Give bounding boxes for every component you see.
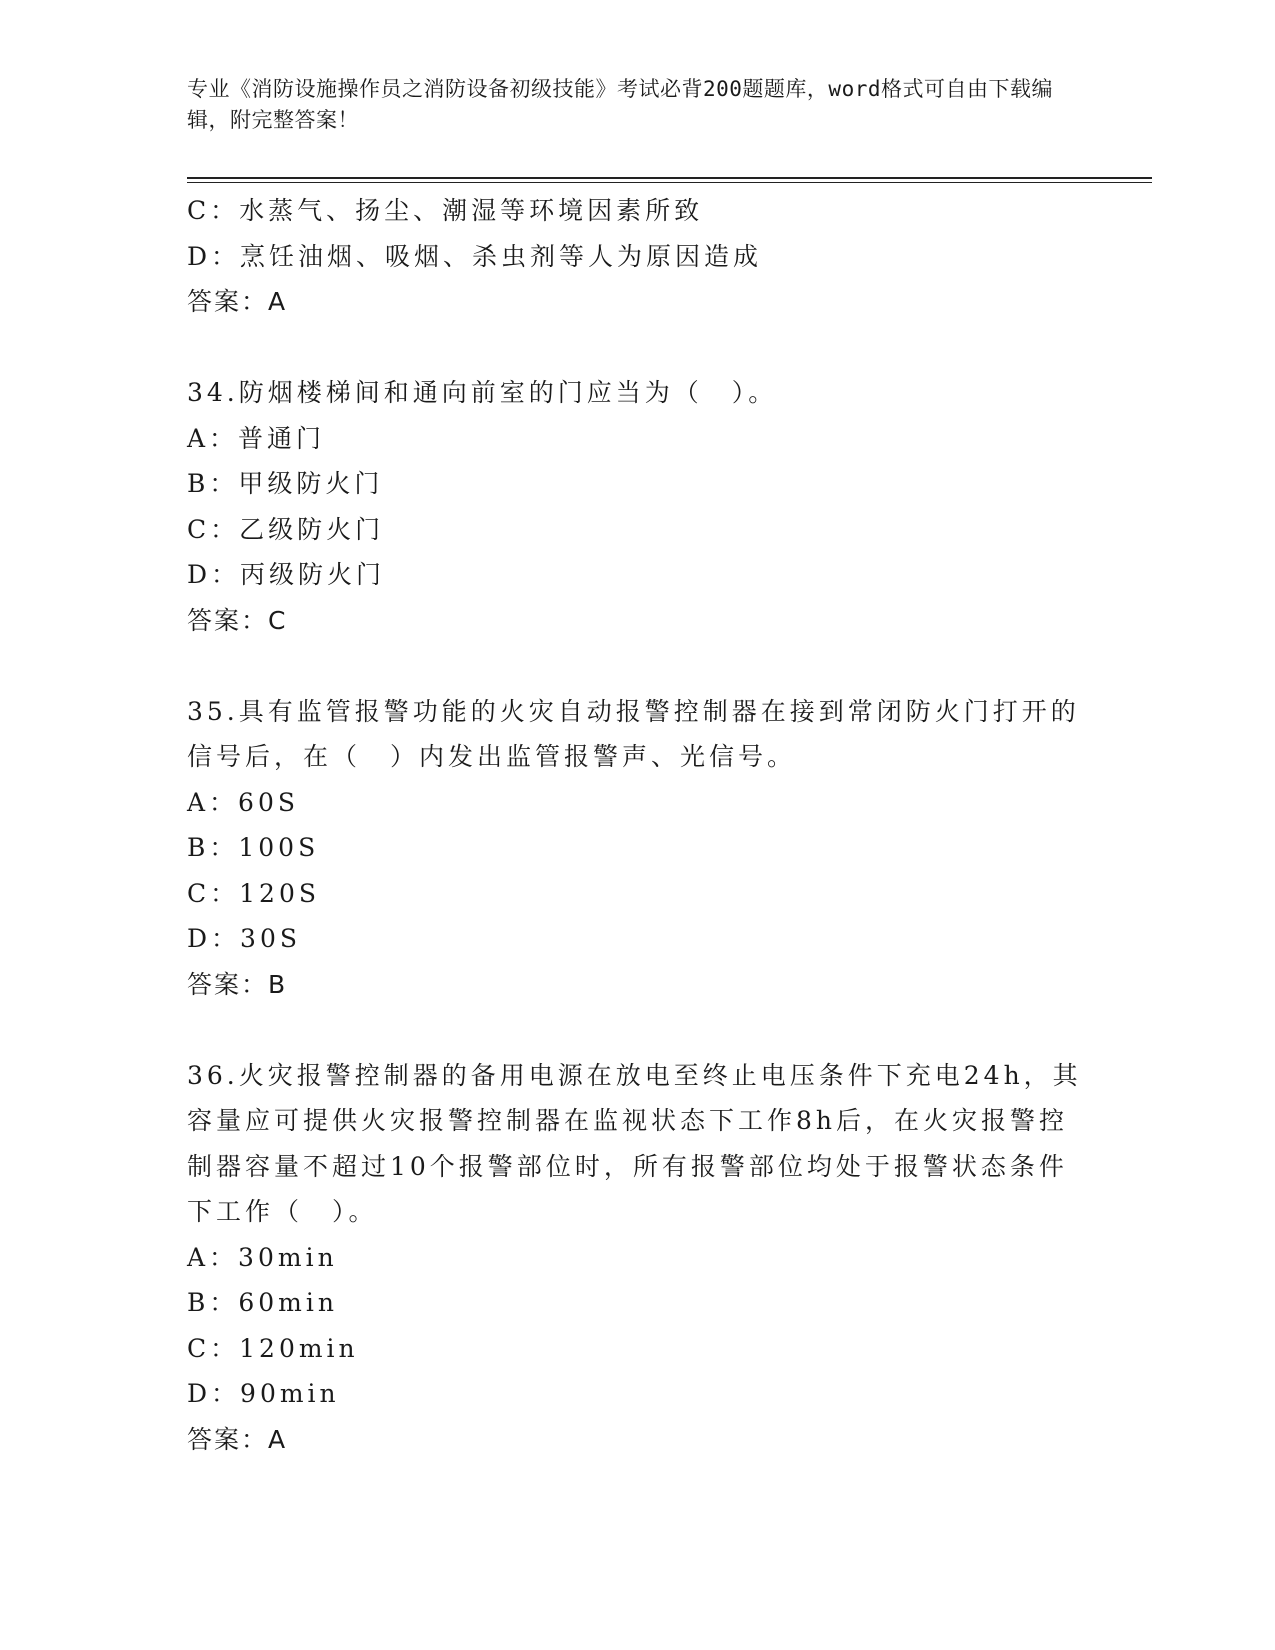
document-body	[187, 188, 1087, 1462]
spacer	[187, 643, 1087, 689]
option-c: C：120S	[187, 878, 320, 908]
answer: 答案：A	[187, 287, 288, 316]
spacer	[187, 325, 1087, 371]
question-33-continued	[187, 188, 1087, 325]
header-rule-thick	[187, 177, 1152, 179]
option-d: D：30S	[187, 924, 301, 953]
option-d: D：烹饪油烟、吸烟、杀虫剂等人为原因造成	[187, 241, 763, 271]
option-c: C：乙级防火门	[187, 514, 385, 544]
option-b: B：甲级防火门	[187, 469, 384, 498]
question-text: 35.具有监管报警功能的火灾自动报警控制器在接到常闭防火门打开的信号后，在（ ）内发出监管报警声、光信号。	[187, 696, 1080, 771]
option-a: A：60S	[187, 787, 299, 817]
answer: 答案：B	[187, 969, 288, 999]
answer: 答案：C	[187, 605, 288, 635]
option-d: D：丙级防火门	[187, 560, 386, 589]
option-a: A：普通门	[187, 423, 326, 453]
option-d: D：90min	[187, 1379, 340, 1408]
option-b: B：100S	[187, 833, 320, 862]
question-35	[187, 689, 1087, 1008]
option-c: C：水蒸气、扬尘、潮湿等环境因素所致	[187, 196, 704, 225]
question-text: 34.防烟楼梯间和通向前室的门应当为（ ）。	[187, 378, 778, 407]
question-34	[187, 370, 1087, 643]
header-rule-thin	[187, 182, 1152, 183]
option-c: C：120min	[187, 1333, 359, 1363]
question-36	[187, 1053, 1087, 1463]
question-text: 36.火灾报警控制器的备用电源在放电至终止电压条件下充电24h，其容量应可提供火灾报警控制器在监视状态下工作8h后，在火灾报警控制器容量不超过10个报警部位时，所有报警部位均处于报警状态条件下工作（ ）。	[187, 1060, 1082, 1226]
option-a: A：30min	[187, 1242, 338, 1272]
header-text: 专业《消防设施操作员之消防设备初级技能》考试必背200题题库，word格式可自由下载编辑，附完整答案！	[187, 77, 1053, 132]
answer: 答案：A	[187, 1424, 288, 1454]
spacer	[187, 1007, 1087, 1053]
option-b: B：60min	[187, 1288, 338, 1317]
document-header	[187, 74, 1087, 136]
